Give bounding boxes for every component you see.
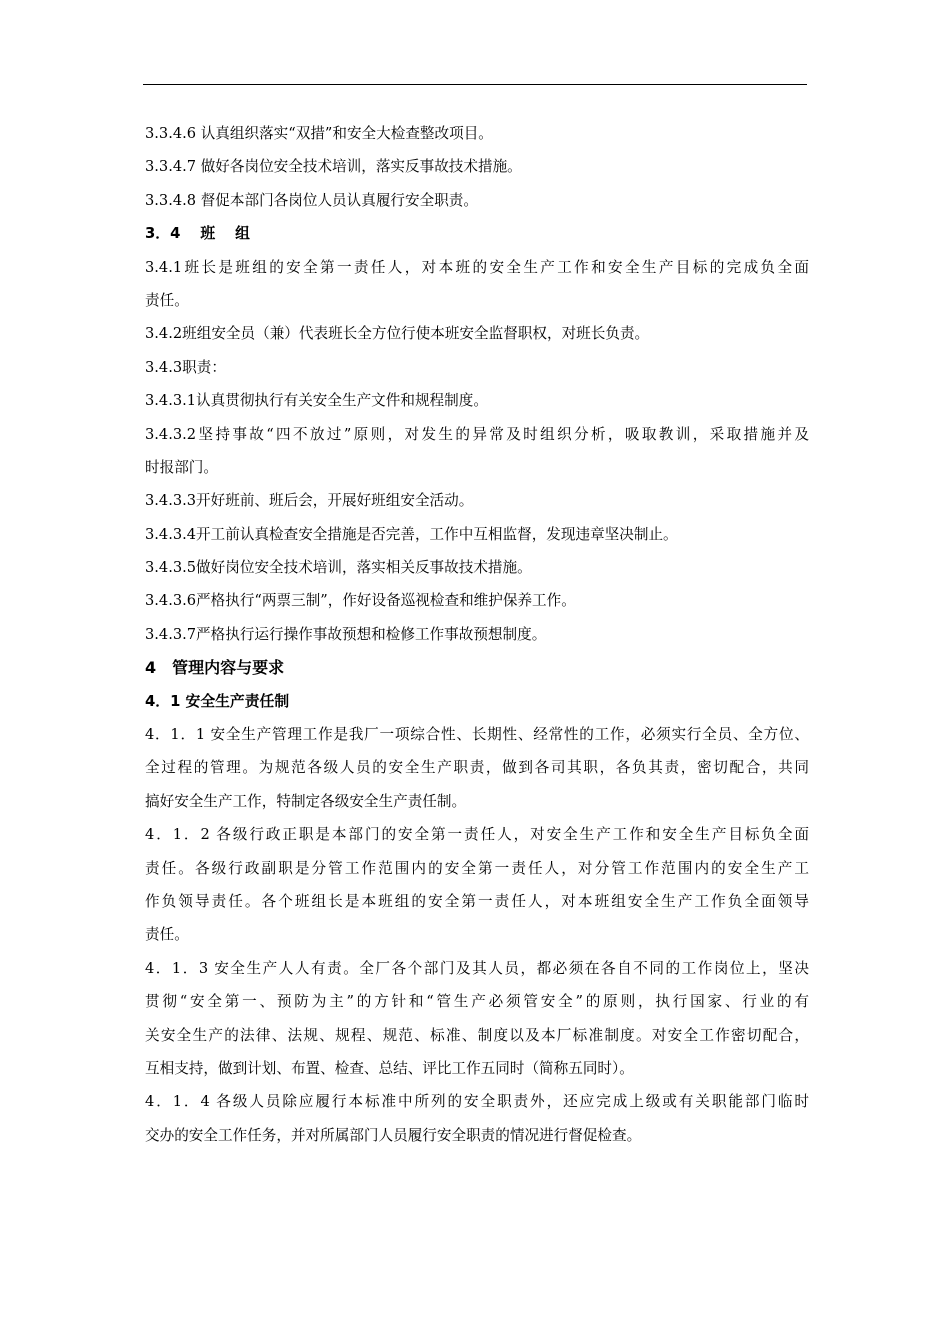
text-line: 4．1．2 各级行政正职是本部门的安全第一责任人，对安全生产工作和安全生产目标负全面 (145, 826, 809, 844)
text-line: 3.4.3.6严格执行“两票三制”，作好设备巡视检查和维护保养工作。 (145, 592, 576, 610)
text-line: 关安全生产的法律、法规、规程、规范、标准、制度以及本厂标准制度。对安全工作密切配合， (145, 1026, 809, 1044)
text-line: 全过程的管理。为规范各级人员的安全生产职责，做到各司其职，各负其责，密切配合，共同 (145, 759, 809, 777)
text-line: 搞好安全生产工作，特制定各级安全生产责任制。 (145, 792, 467, 810)
text-line: 4．1．4 各级人员除应履行本标准中所列的安全职责外，还应完成上级或有关职能部门临时 (145, 1093, 809, 1111)
text-line: 交办的安全工作任务，并对所属部门人员履行安全职责的情况进行督促检查。 (145, 1126, 642, 1144)
chapter-heading: 4 管理内容与要求 (145, 658, 285, 678)
text-line: 3.3.4.7 做好各岗位安全技术培训，落实反事故技术措施。 (145, 158, 522, 176)
text-line: 4．1．3 安全生产人人有责。全厂各个部门及其人员，都必须在各自不同的工作岗位上，坚决 (145, 959, 809, 977)
section-heading: 4．1 安全生产责任制 (145, 692, 290, 710)
text-line: 3.4.3.5做好岗位安全技术培训，落实相关反事故技术措施。 (145, 559, 532, 577)
text-line: 互相支持，做到计划、布置、检查、总结、评比工作五同时（简称五同时）。 (145, 1059, 634, 1077)
header-rule (143, 84, 807, 85)
text-line: 贯彻“安全第一、预防为主”的方针和“管生产必须管安全”的原则，执行国家、行业的有 (145, 993, 809, 1011)
text-line: 责任。各级行政副职是分管工作范围内的安全第一责任人，对分管工作范围内的安全生产工 (145, 859, 809, 877)
text-line: 3.4.3.7严格执行运行操作事故预想和检修工作事故预想制度。 (145, 625, 547, 643)
text-line: 责任。 (145, 926, 189, 944)
text-line: 作负领导责任。各个班组长是本班组的安全第一责任人，对本班组安全生产工作负全面领导 (145, 892, 809, 910)
text-line: 3.4.1班长是班组的安全第一责任人，对本班的安全生产工作和安全生产目标的完成负全面 (145, 258, 809, 276)
text-line: 4．1．1 安全生产管理工作是我厂一项综合性、长期性、经常性的工作，必须实行全员、全方位、 (145, 726, 809, 744)
text-line: 3.3.4.8 督促本部门各岗位人员认真履行安全职责。 (145, 191, 478, 209)
text-line: 时报部门。 (145, 458, 218, 476)
text-line: 3.4.3.2坚持事故“四不放过”原则，对发生的异常及时组织分析，吸取教训，采取措施并及 (145, 425, 809, 443)
text-line: 3.4.3职责： (145, 358, 226, 376)
text-line: 3.4.3.3开好班前、班后会，开展好班组安全活动。 (145, 492, 474, 510)
text-line: 3.4.3.1认真贯彻执行有关安全生产文件和规程制度。 (145, 392, 488, 410)
text-line: 3.3.4.6 认真组织落实“双措”和安全大检查整改项目。 (145, 125, 493, 142)
text-line: 3.4.3.4开工前认真检查安全措施是否完善，工作中互相监督，发现违章坚决制止。 (145, 525, 678, 543)
document-body (145, 117, 809, 1152)
text-line: 责任。 (145, 291, 189, 309)
section-heading: 3．4 班 组 (145, 225, 250, 243)
text-line: 3.4.2班组安全员（兼）代表班长全方位行使本班安全监督职权，对班长负责。 (145, 325, 650, 343)
